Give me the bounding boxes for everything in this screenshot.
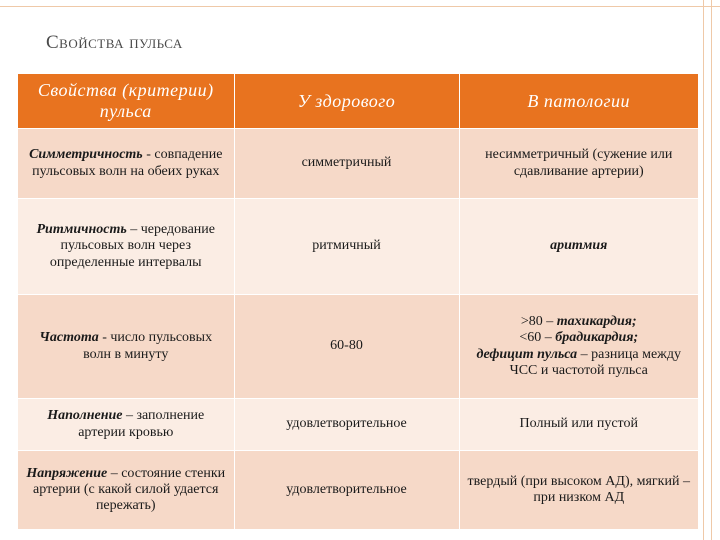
pathology-cell: твердый (при высоком АД), мягкий – при низком АД <box>459 451 698 529</box>
pathology-cell: Полный или пустой <box>459 399 698 451</box>
decor-line <box>703 0 704 540</box>
decor-line <box>711 0 712 540</box>
pathology-cell: аритмия <box>459 199 698 295</box>
criteria-cell <box>18 295 234 399</box>
pathology-line <box>466 330 693 346</box>
criteria-cell <box>18 451 234 529</box>
pathology-suffix: – разница между ЧСС и частотой пульса <box>509 346 681 378</box>
header-pathology: В патологии <box>459 74 698 129</box>
table-row <box>18 199 698 295</box>
header-healthy: У здорового <box>234 74 459 129</box>
criteria-desc: – состояние стенки артерии (с какой силой удается пережать) <box>33 465 226 513</box>
pulse-properties-table <box>18 74 698 529</box>
criteria-term: Симметричность <box>29 147 143 163</box>
decor-line <box>0 6 720 7</box>
criteria-cell <box>18 399 234 451</box>
pathology-line <box>466 347 693 379</box>
criteria-term: Частота <box>39 330 99 346</box>
pathology-line <box>466 314 693 330</box>
table-header-row <box>18 74 698 129</box>
healthy-cell: удовлетворительное <box>234 451 459 529</box>
healthy-cell: удовлетворительное <box>234 399 459 451</box>
criteria-desc: – заполнение артерии кровью <box>78 408 205 440</box>
criteria-desc: – чередование пульсовых волн через определенные интервалы <box>49 222 215 270</box>
criteria-term: Ритмичность <box>36 222 127 238</box>
pathology-prefix: <60 – <box>519 330 556 346</box>
criteria-term: Наполнение <box>47 408 123 424</box>
pathology-term: брадикардия; <box>555 330 639 346</box>
pathology-prefix: >80 – <box>520 314 557 330</box>
criteria-desc: - совпадение пульсовых волн на обеих руках <box>32 147 223 179</box>
criteria-cell <box>18 199 234 295</box>
healthy-cell: симметричный <box>234 129 459 199</box>
pathology-cell: несимметричный (сужение или сдавливание артерии) <box>459 129 698 199</box>
table-row <box>18 129 698 199</box>
table-row <box>18 451 698 529</box>
pathology-term: дефицит пульса <box>476 346 578 362</box>
healthy-cell: 60-80 <box>234 295 459 399</box>
healthy-cell: ритмичный <box>234 199 459 295</box>
slide-title: Свойства пульса <box>46 32 183 53</box>
pathology-term: тахикардия; <box>556 314 637 330</box>
header-criteria: Свойства (критерии) пульса <box>18 74 234 129</box>
table-row <box>18 295 698 399</box>
criteria-cell <box>18 129 234 199</box>
criteria-term: Напряжение <box>26 465 108 481</box>
pathology-cell <box>459 295 698 399</box>
table-row <box>18 399 698 451</box>
criteria-desc: - число пульсовых волн в минуту <box>83 330 213 362</box>
